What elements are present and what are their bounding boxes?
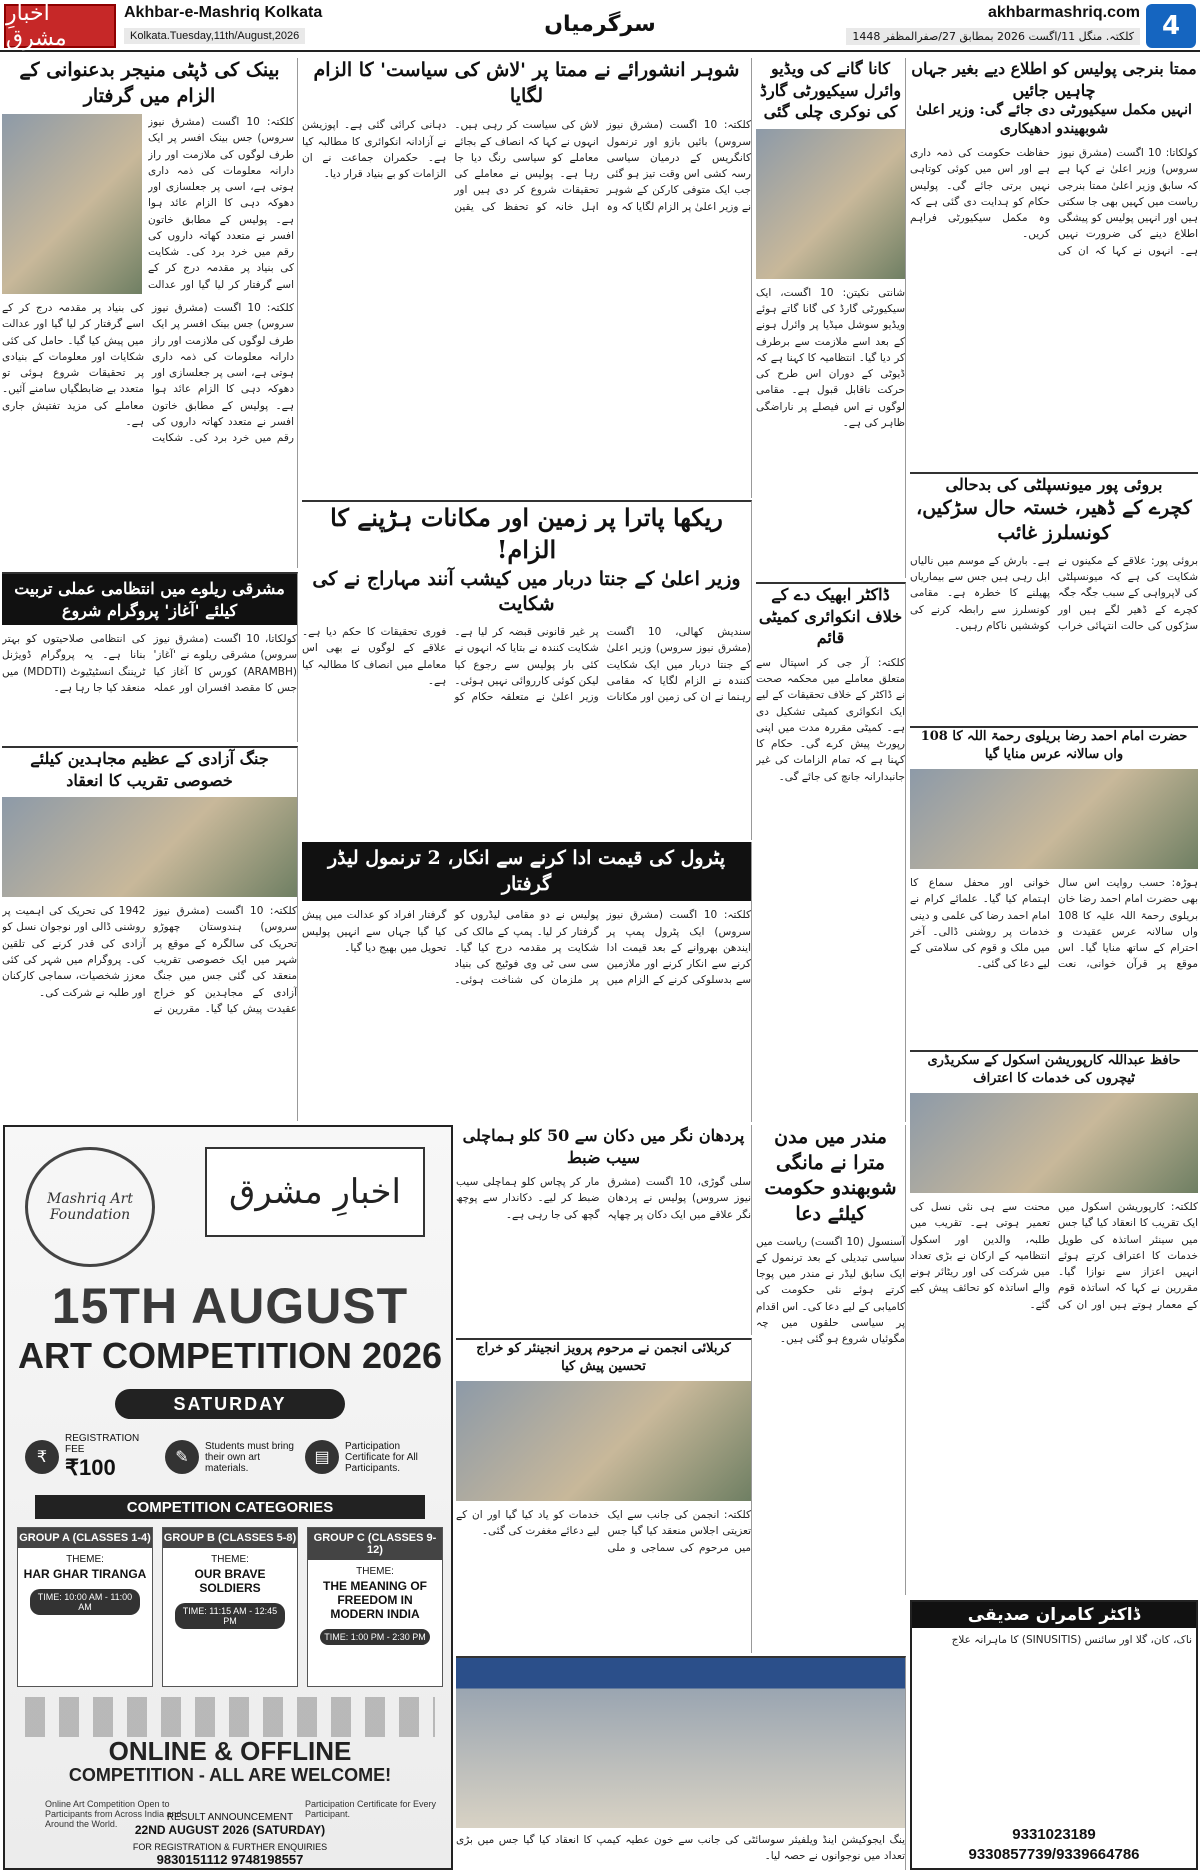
section-title: سرگرمیاں <box>544 12 656 37</box>
fee-value: ₹100 <box>65 1455 116 1480</box>
article-hafiz <box>910 1050 1198 1595</box>
article-headline: بروئی پور میونسپلٹی کی بدحالی <box>945 475 1163 494</box>
urdu-dateline: کلکتہ. منگل 11/اگست 2026 بمطابق 27/صفرالمظفر 1448 <box>846 28 1140 45</box>
article-headline: جنگ آزادی کے عظیم مجاہدین کیلئے خصوصی تقریب کا انعقاد <box>30 749 269 790</box>
materials-text: Students must bring their own art materials. <box>205 1440 294 1474</box>
article-body: کلکتہ: 10 اگست (مشرق نیوز سروس) جس بینک افسر پر ایک طرف لوگوں کی ملازمت اور راز دارانہ معلومات کی ذمہ داری ہوتی ہے، اسی پر جعلسازی اور دھوکہ دہی کا الزام عائد ہوا ہے۔ پولیس کے مطابق خاتون افسر نے متعدد کھاتہ داروں کی رقم میں خرد برد کی۔ شکایت کی بنیاد پر مقدمہ درج کر کے اسے گرفتار کر لیا گیا اور عدالت میں پیش کیا گیا۔ حامل کی کئی شکایات اور معلومات کے بنیادی پر تحقیقات شروع ہوئی تو متعدد بے ضابطگیاں سامنے آئیں۔ معاملے کی مزید تفتیش جاری ہے۔ <box>2 302 294 445</box>
categories-heading: COMPETITION CATEGORIES <box>35 1495 425 1519</box>
article-petrol <box>302 842 752 1122</box>
article-body: سلی گوڑی، 10 اگست (مشرق نیوز سروس) پولیس نے پردھان نگر علاقے میں ایک دکان پر چھاپہ مار کر پچاس کلو ہماچلی سیب ضبط کر لیے۔ دکاندار سے پوچھ گچھ کی جا رہی ہے۔ <box>456 1176 751 1221</box>
article-karbala <box>456 1338 752 1653</box>
article-subheadline: کچرے کے ڈھیر، خستہ حال سڑکیں، کونسلرز غائب <box>916 496 1192 545</box>
doctor-name: ڈاکٹر کامران صدیقی <box>912 1602 1196 1628</box>
article-husband <box>302 58 752 498</box>
doctor-ad-kamran <box>910 1600 1198 1870</box>
ad-title: ART COMPETITION 2026 <box>17 1335 443 1376</box>
palette-icon: ✎ <box>165 1440 199 1474</box>
article-headline: بینک کی ڈپٹی منیجر بدعنوانی کے الزام میں گرفتار <box>19 59 280 107</box>
article-headline: پٹرول کی قیمت ادا کرنے سے انکار، 2 ترنمول لیڈر گرفتار <box>302 842 751 901</box>
paper-name: Akhbar-e-Mashriq Kolkata <box>124 4 323 21</box>
article-headline: حافظ عبداللہ کارپوریشن اسکول کے سکریڈری ٹیچروں کی خدمات کا اعتراف <box>927 1053 1181 1086</box>
article-headline: مشرقی ریلوے میں انتظامی عملی تربیت کیلئے 'آغاز' پروگرام شروع <box>2 574 297 625</box>
article-apple <box>456 1125 752 1335</box>
article-baruipur <box>910 472 1198 722</box>
phone-numbers[interactable]: 9830151112 9748198557 <box>156 1852 304 1867</box>
article-body-top: کلکتہ: 10 اگست (مشرق نیوز سروس) جس بینک افسر پر ایک طرف لوگوں کی ملازمت اور راز دارانہ معلومات کی ذمہ داری ہوتی ہے، اسی پر جعلسازی اور دھوکہ دہی کا الزام عائد ہوا ہے۔ پولیس کے مطابق خاتون افسر نے متعدد کھاتہ داروں کی رقم میں خرد برد کی۔ شکایت کی بنیاد پر مقدمہ درج کر کے اسے گرفتار کر لیا گیا اور عدالت <box>148 116 294 291</box>
article-body: ہوڑہ: حسب روایت اس سال بھی حضرت امام احمد رضا خان بریلوی رحمۃ اللہ علیہ کا 108 واں سالانہ عرس عقیدت و احترام کے ساتھ منایا گیا۔ اس موقع پر قرآن خوانی، نعت خوانی اور محفل سماع کا اہتمام کیا گیا۔ علمائے کرام نے امام احمد رضا کی علمی و دینی خدمات پر روشنی ڈالی۔ آخر میں ملک و قوم کی سلامتی کے لیے دعا کی گئی۔ <box>910 877 1198 971</box>
group-card <box>17 1527 153 1687</box>
whatsapp-hours <box>5 1867 453 1870</box>
article-photo <box>756 129 905 279</box>
english-dateline: Kolkata.Tuesday,11th/August,2026 <box>124 28 305 44</box>
certificate-text: Participation Certificate for All Participants. <box>345 1440 418 1474</box>
online-line-1: ONLINE & OFFLINE <box>108 1736 352 1766</box>
group-theme: THE MEANING OF FREEDOM IN MODERN INDIA <box>323 1579 427 1621</box>
online-offline-banner <box>5 1737 453 1785</box>
newspaper-logo: اخبارِ مشرق <box>4 4 116 48</box>
article-freedom <box>2 746 298 1121</box>
result-date: 22ND AUGUST 2026 (SATURDAY) <box>134 1823 326 1837</box>
online-line-2: COMPETITION - ALL ARE WELCOME! <box>68 1764 392 1785</box>
article-headline: ڈاکٹر ابھیک دے کے خلاف انکوائری کمیٹی قائم <box>758 585 903 648</box>
article-headline: پردھان نگر میں دکان سے 50 کلو ہماچلی سیب ضبط <box>462 1126 745 1167</box>
ad-day: SATURDAY <box>115 1389 345 1419</box>
article-body: کولکاتا، 10 اگست (مشرق نیوز سروس) مشرقی ریلوے نے 'آغاز' (ARAMBH) کورس کا آغاز کیا جس کا مقصد افسران اور عملہ کی انتظامی صلاحیتوں کو بہتر بنانا ہے۔ یہ پروگرام ڈویژنل ٹریننگ انسٹیٹیوٹ (MDDTI) میں منعقد کیا جا رہا ہے۔ <box>2 633 297 694</box>
certificate-icon: ▤ <box>305 1440 339 1474</box>
group-name: GROUP C (CLASSES 9-12) <box>308 1528 442 1560</box>
masthead <box>0 0 1200 52</box>
article-body: کلکتہ: 10 اگست (مشرق نیوز سروس) ایک پٹرول پمپ پر ایندھن بھروانے کے بعد قیمت ادا کرنے سے انکار کرنے اور ملازمین سے بدسلوکی کرنے کے الزام میں پولیس نے دو مقامی لیڈروں کو گرفتار کر لیا۔ پمپ کے مالک کی شکایت پر مقدمہ درج کیا گیا۔ سی سی ٹی وی فوٹیج کی بنیاد پر ملزمان کی شناخت ہوئی۔ گرفتار افراد کو عدالت میں پیش کیا گیا جہاں سے انہیں پولیس تحویل میں بھیج دیا گیا۔ <box>302 909 751 987</box>
enquiry-label: FOR REGISTRATION & FURTHER ENQUIRIES <box>132 1842 328 1852</box>
doctor-phones[interactable]: 9331023189 9330857739/9339664786 <box>968 1826 1140 1863</box>
fee-feature <box>25 1432 155 1482</box>
doctor-details: ناک، کان، گلا اور سائنس (SINUSITIS) کا ماہرانہ علاج <box>951 1634 1192 1646</box>
ad-date-headline: 15TH AUGUST <box>51 1278 409 1334</box>
group-time: TIME: 10:00 AM - 11:00 AM <box>30 1589 140 1615</box>
result-label: RESULT ANNOUNCEMENT <box>166 1812 294 1823</box>
group-name: GROUP A (CLASSES 1-4) <box>18 1528 152 1548</box>
article-mamata <box>910 58 1198 468</box>
article-subheadline: انہیں مکمل سیکیورٹی دی جائے گی: وزیر اعلیٰ شوبھیندو ادھیکاری <box>916 102 1192 138</box>
page-number: 4 <box>1146 4 1196 48</box>
article-photo <box>456 1381 751 1501</box>
article-body: بروئی پور: علاقے کے مکینوں نے شکایت کی ہے کہ میونسپلٹی کی لاپرواہی کے سبب جگہ جگہ کچرے کے ڈھیر لگے ہیں اور سڑکوں کی حالت انتہائی خراب ہے۔ بارش کے موسم میں نالیاں ابل رہی ہیں جس سے بیماریاں پھیلنے کا خطرہ ہے۔ مقامی کونسلرز سے رابطہ کرنے کی کوششیں ناکام رہیں۔ <box>910 554 1198 632</box>
article-body: کلکتہ: آر جی کر اسپتال سے متعلق معاملے میں محکمہ صحت نے ڈاکٹر کے خلاف تحقیقات کے لیے ایک انکوائری کمیٹی تشکیل دی ہے۔ کمیٹی مقررہ مدت میں اپنی رپورٹ پیش کرے گی۔ حکام کا کہنا ہے کہ تمام الزامات کی غیر جانبدارانہ جانچ کی جائے گی۔ <box>756 656 905 783</box>
foundation-logo: Mashriq Art Foundation <box>25 1147 155 1267</box>
cert-note: Participation Certificate for Every Participant. <box>305 1799 437 1819</box>
art-competition-ad <box>3 1125 453 1870</box>
article-photo <box>2 114 142 294</box>
group-theme: OUR BRAVE SOLDIERS <box>194 1567 266 1595</box>
group-name: GROUP B (CLASSES 5-8) <box>163 1528 297 1548</box>
article-madan <box>756 1125 906 1595</box>
article-headline: مندر میں مدن مترا نے مانگی شوبھندو حکومت کیلئے دعا <box>764 1126 897 1225</box>
fee-label: REGISTRATION FEE <box>65 1433 140 1455</box>
article-headline: ریکھا پاترا پر زمین اور مکانات ہڑپنے کا الزام! <box>330 503 723 565</box>
article-body: کلکتہ: کارپوریشن اسکول میں ایک تقریب کا انعقاد کیا گیا جس میں سینئر اساتذہ کی طویل خدمات کا اعتراف کرتے ہوئے انہیں اعزاز سے نوازا گیا۔ مقررین نے کہا کہ اساتذہ قوم کے معمار ہوتے ہیں اور ان کی محنت سے ہی نئی نسل کی تعمیر ہوتی ہے۔ تقریب میں طلبہ، والدین اور اسکول انتظامیہ کے ارکان نے بڑی تعداد میں شرکت کی اور ریٹائر ہونے والے اساتذہ کو تحائف پیش کیے گئے۔ <box>910 1201 1198 1311</box>
article-bank <box>2 58 298 568</box>
article-blood-camp <box>456 1656 906 1870</box>
article-railway <box>2 572 298 742</box>
article-guard <box>756 58 906 578</box>
group-card <box>307 1527 443 1687</box>
article-body: شانتی نکیتن: 10 اگست، ایک سیکیورٹی گارڈ کی گانا گاتے ہوئے ویڈیو سوشل میڈیا پر وائرل ہونے کے بعد اسے ملازمت سے برطرف کر دیا گیا۔ انتظامیہ کا کہنا ہے کہ ڈیوٹی کے دوران اس طرح کی حرکت ناقابل قبول ہے۔ مقامی لوگوں نے اس فیصلے پر ناراضگی ظاہر کی ہے۔ <box>756 286 905 429</box>
theme-label: THEME: <box>356 1566 394 1577</box>
theme-label: THEME: <box>211 1554 249 1565</box>
paper-logo: اخبارِ مشرق <box>205 1147 425 1237</box>
article-headline: شوہر انشورائے نے ممتا پر 'لاش کی سیاست' کا الزام لگایا <box>313 59 740 107</box>
article-body: کلکتہ: 10 اگست (مشرق نیوز سروس) ہندوستان چھوڑو تحریک کی سالگرہ کے موقع پر شہر میں ایک خصوصی تقریب منعقد کی گئی جس میں جنگ آزادی کے مجاہدین کو خراج عقیدت پیش کیا گیا۔ مقررین نے 1942 کی تحریک کی اہمیت پر روشنی ڈالی اور نوجوان نسل کو آزادی کی قدر کرنے کی تلقین کی۔ پروگرام میں شہر کی کئی معزز شخصیات، سماجی کارکنان اور طلبہ نے شرکت کی۔ <box>2 905 297 1015</box>
article-rekha <box>302 500 752 840</box>
website-link[interactable]: akhbarmashriq.com <box>987 4 1140 21</box>
article-headline: کانا گانے کی ویڈیو وائرل سیکیورٹی گارڈ کی نوکری چلی گئی <box>759 59 902 122</box>
soldier-silhouettes <box>25 1697 435 1737</box>
theme-label: THEME: <box>66 1554 104 1565</box>
result-announcement <box>115 1812 345 1837</box>
rupee-icon: ₹ <box>25 1440 59 1474</box>
article-body: کلکتہ: 10 اگست (مشرق نیوز سروس) بائیں بازو اور ترنمول کانگریس کے درمیان سیاسی رسہ کشی اس وقت تیز ہو گئی جب ایک متوفی کارکن کے شوہر نے وزیر اعلیٰ پر الزام لگایا کہ وہ لاش کی سیاست کر رہی ہیں۔ انہوں نے کہا کہ انصاف کے بجائے معاملے کو سیاسی رنگ دیا جا رہا ہے۔ پولیس نے معاملے کی تحقیقات شروع کر دی ہیں اور اہل خانہ کو تحفظ کی یقین دہانی کرائی گئی ہے۔ اپوزیشن نے آزادانہ انکوائری کا مطالبہ کیا ہے۔ حکمران جماعت نے ان الزامات کو بے بنیاد قرار دیا۔ <box>302 119 751 213</box>
article-headline: کربلائی انجمن نے مرحوم پرویز انجینئر کو خراج تحسین پیش کیا <box>476 1341 731 1374</box>
masthead-left <box>124 4 444 44</box>
materials-feature <box>165 1432 300 1482</box>
group-time: TIME: 1:00 PM - 2:30 PM <box>320 1629 430 1645</box>
enquiry-block <box>5 1842 453 1870</box>
masthead-right <box>780 4 1140 45</box>
article-photo <box>2 797 297 897</box>
article-body: کولکاتا: 10 اگست (مشرق نیوز سروس) وزیر اعلیٰ نے کہا ہے کہ سابق وزیر اعلیٰ ممتا بنرجی ریاست میں کہیں بھی جا سکتی ہیں اور انہیں پولیس کو پیشگی اطلاع دینے کی ضرورت نہیں ہے۔ انہوں نے کہا کہ ان کی حفاظت حکومت کی ذمہ داری ہے اور اس میں کوئی کوتاہی نہیں برتی جائے گی۔ پولیس حکام کو ہدایت دی گئی ہے کہ وہ مکمل سیکیورٹی فراہم کریں۔ <box>910 146 1198 257</box>
group-theme: HAR GHAR TIRANGA <box>23 1567 147 1581</box>
article-subheadline: وزیر اعلیٰ کے جنتا دربار میں کیشب آنند مہاراج نے کی شکایت <box>312 567 741 616</box>
article-photo <box>456 1658 905 1828</box>
article-urs <box>910 726 1198 1046</box>
article-headline: حضرت امام احمد رضا بریلوی رحمۃ اللہ کا 108 واں سالانہ عرس منایا گیا <box>920 729 1188 762</box>
group-card <box>162 1527 298 1687</box>
article-headline: ممتا بنرجی پولیس کو اطلاع دیے بغیر جہاں چاہیں جائیں <box>911 59 1197 100</box>
certificate-feature <box>305 1432 440 1482</box>
article-body: کلکتہ: انجمن کی جانب سے ایک تعزیتی اجلاس منعقد کیا گیا جس میں مرحوم کی سماجی و ملی خدمات کو یاد کیا گیا اور ان کے لیے دعائے مغفرت کی گئی۔ <box>456 1509 751 1554</box>
article-photo <box>910 769 1198 869</box>
online-note: Online Art Competition Open to Participants from Across India and Around the World. <box>45 1799 182 1829</box>
photo-caption: ینگ ایجوکیشن اینڈ ویلفیئر سوسائٹی کی جانب سے خون عطیہ کیمپ کا انعقاد کیا گیا جس میں بڑی تعداد میں نوجوانوں نے حصہ لیا۔ <box>456 1834 905 1863</box>
article-doctor <box>756 582 906 1122</box>
article-photo <box>910 1093 1198 1193</box>
group-time: TIME: 11:15 AM - 12:45 PM <box>175 1603 285 1629</box>
article-body: آسنسول (10 اگست) ریاست میں سیاسی تبدیلی کے بعد ترنمول کے ایک سابق لیڈر نے مندر میں پوجا کرتے ہوئے نئی حکومت کی کامیابی کے لیے دعا کی۔ اس اقدام پر سیاسی حلقوں میں چہ مگوئیاں شروع ہو گئی ہیں۔ <box>756 1235 905 1346</box>
article-body: سندیش کھالی، 10 اگست (مشرق نیوز سروس) وزیر اعلیٰ کے جنتا دربار میں ایک شکایت کنندہ نے الزام لگایا کہ مقامی رہنما نے ان کی زمین اور مکانات پر غیر قانونی قبضہ کر لیا ہے۔ شکایت کنندہ نے بتایا کہ انہوں نے کئی بار پولیس سے رجوع کیا لیکن کوئی کارروائی نہیں ہوئی۔ وزیر اعلیٰ نے متعلقہ حکام کو فوری تحقیقات کا حکم دیا ہے۔ علاقے کے لوگوں نے بھی اس معاملے میں انصاف کا مطالبہ کیا ہے۔ <box>302 626 751 704</box>
